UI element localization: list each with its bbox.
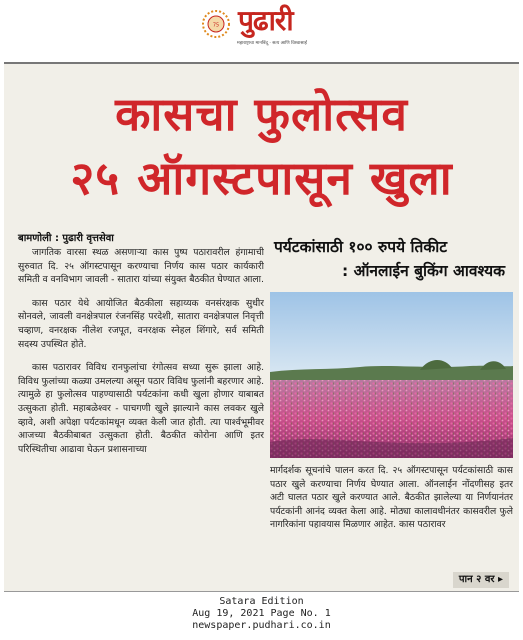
edition-date-page: Aug 19, 2021 Page No. 1 [192,608,331,619]
headline-line-1: कासचा फुलोत्सव [115,87,408,141]
article-body-right-column [270,464,513,588]
subheadline-box [270,234,513,288]
article-paragraph-1: जागतिक वारसा स्थळ असणाऱ्या कास पुष्प पठारावरील हंगामाची सुरुवात दि. २५ ऑगस्टपासून करण्याचा निर्णय कास पठार कार्यकारी समिती व वनविभाग जावली - सातारा यांच्या संयुक्त बैठकीत घेण्यात आला. [18,247,264,286]
article-paragraph-2: कास पठार येथे आयोजित बैठकीला सहाय्यक वनसंरक्षक सुधीर सोनवले, जावली वनक्षेत्रपाल रंजनसिंह परदेशी, सातारा वनक्षेत्रपाल निवृत्ती चव्हाण, वनरक्षक नीलेश रजपूत, वनरक्षक स्नेहल शिंगारे, सर्व समिती सदस्य उपस्थित होते. [18,297,264,350]
article-body-left-column [18,246,264,586]
subheadline-line-2: : ऑनलाईन बुकिंग आवश्यक [341,262,505,280]
brand-name: पुढारी [238,4,293,37]
right-column-paragraph: मार्गदर्शक सूचनांचे पालन करत दि. २५ ऑगस्टपासून पर्यटकांसाठी कास पठार खुले करण्याचा निर्णय घेण्यात आला. ऑनलाईन नोंदणीसह इतर अटी घालत पठार खुले करण्यात आले. बैठकीत झालेल्या या निर्णयानंतर पर्यटकांनी आनंद व्यक्त केला आहे. मोठ्या कालावधीनंतर कासवरील फुले नागरिकांना पहावयास मिळणार आहेत. कास पठारावर [270,465,513,531]
continued-on-page-label: पान २ वर ▸ [453,572,509,588]
newspaper-url: newspaper.pudhari.co.in [192,620,331,631]
brand-tagline: महाराष्ट्राचा मानबिंदू · सत्य आणि विश्वासार्ह [237,41,307,46]
masthead [0,0,523,60]
article-paragraph-3: कास पठारावर विविध रानफुलांचा रंगोत्सव सध्या सुरू झाला आहे. विविध फुलांच्या कळ्या उमलल्या असून पठार विविध फुलांनी बहरणार आहे. त्यामुळे हा फुलोत्सव पाहण्यासाठी पर्यटकांना कधी खुला होणार याबाबत उत्सुकता होती. महाबळेश्वर - पाचगणी खुले झाल्याने कास लवकर खुले व्हावे, अशी अपेक्षा पर्यटकांमधून व्यक्त केली जात होती. त्या पार्श्वभूमीवर आजच्या बैठकीबाबत उत्सुकता होती. बैठकीत कोरोना आणि इतर परिस्थितीचा आढावा घेऊन प्रशासनाच्या [18,362,264,455]
svg-text:75: 75 [212,22,220,29]
byline: बामणोली : पुढारी वृत्तसेवा [18,233,114,244]
subheadline-line-1: पर्यटकांसाठी १०० रुपये तिकीट [274,238,448,256]
headline-line-2: २५ ऑगस्टपासून खुला [70,151,453,205]
kas-plateau-flower-photo [270,292,513,458]
edition-footer [0,596,523,632]
article-clipping [4,62,519,592]
pudhari-emblem-icon [200,8,232,40]
edition-name: Satara Edition [219,596,304,607]
